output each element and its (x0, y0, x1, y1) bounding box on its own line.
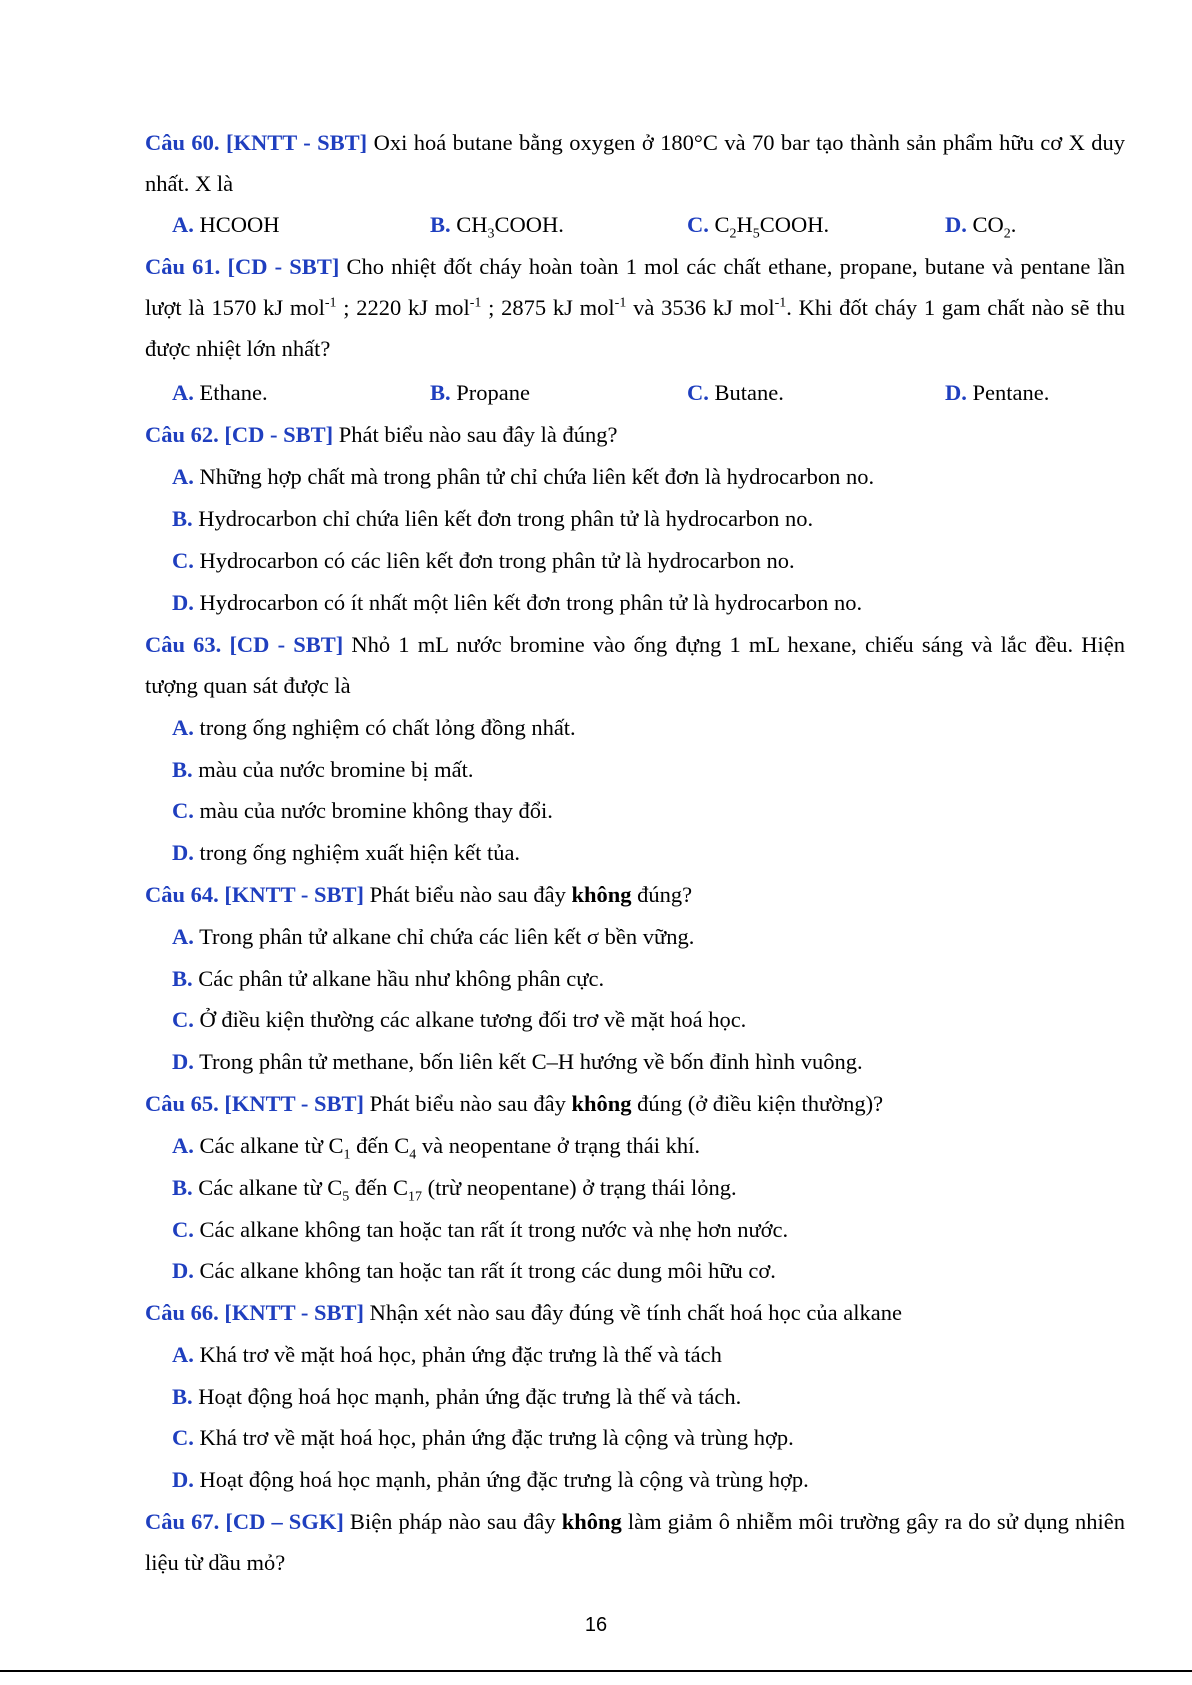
option-label: B. (172, 757, 193, 782)
option-label: D. (172, 590, 194, 615)
formula-subscript: 4 (409, 1147, 417, 1163)
option-text: Các alkane không tan hoặc tan rất ít trong các dung môi hữu cơ. (199, 1258, 776, 1283)
option-b (172, 1167, 1122, 1208)
option-text: màu của nước bromine bị mất. (198, 757, 474, 782)
question-64 (145, 874, 1125, 915)
option-text: Trong phân tử alkane chỉ chứa các liên kết σ bền vững. (199, 924, 695, 949)
option-label: A. (172, 464, 194, 489)
option-d (172, 1250, 1122, 1291)
option-a (172, 707, 1122, 748)
option-label: A. (172, 1133, 194, 1158)
option-text: Ethane. (199, 380, 268, 405)
formula-subscript: 2 (729, 226, 737, 242)
superscript: -1 (774, 295, 787, 311)
option-c (172, 790, 1122, 831)
question-65 (145, 1083, 1125, 1124)
option-label: D. (945, 380, 967, 405)
option-label: B. (172, 966, 193, 991)
formula-subscript: 1 (343, 1147, 351, 1163)
option-text: trong ống nghiệm có chất lỏng đồng nhất. (199, 715, 576, 740)
option-label: B. (430, 380, 451, 405)
option-text: Ở điều kiện thường các alkane tương đối trơ về mặt hoá học. (199, 1007, 747, 1032)
option-d (172, 1459, 1122, 1500)
emphasis: không (561, 1509, 622, 1534)
option-label: C. (172, 1217, 194, 1242)
option-text: HCOOH (199, 212, 280, 237)
question-text: Phát biểu nào sau đây (364, 1091, 572, 1116)
option-text: trong ống nghiệm xuất hiện kết tủa. (199, 840, 521, 865)
option-label: C. (172, 1425, 194, 1450)
question-text: làm giảm ô nhiễm môi trường gây ra do sử dụng nhiên liệu từ dầu mỏ? (145, 1509, 1125, 1575)
option-b (430, 372, 530, 413)
question-66 (145, 1292, 1125, 1333)
option-label: D. (172, 1258, 194, 1283)
question-label: Câu 66. [KNTT - SBT] (145, 1300, 365, 1325)
option-d (945, 372, 1049, 413)
option-label: D. (172, 840, 194, 865)
option-text: Hoạt động hoá học mạnh, phản ứng đặc trưng là thế và tách. (198, 1384, 742, 1409)
option-c (687, 372, 784, 413)
formula-part: C (714, 212, 730, 237)
option-label: C. (172, 798, 194, 823)
page-number: 16 (584, 1614, 608, 1636)
option-c (172, 1417, 1122, 1458)
option-b (172, 498, 1122, 539)
formula-subscript: 5 (342, 1189, 350, 1205)
option-label: C. (687, 212, 709, 237)
option-text: Khá trơ về mặt hoá học, phản ứng đặc trưng là cộng và trùng hợp. (199, 1425, 794, 1450)
question-text: Nhận xét nào sau đây đúng về tính chất hoá học của alkane (364, 1300, 902, 1325)
option-a (172, 1334, 1122, 1375)
formula-part: COOH. (494, 212, 564, 237)
formula-part: CO (972, 212, 1004, 237)
question-text: Biện pháp nào sau đây (343, 1509, 562, 1534)
option-label: D. (172, 1049, 194, 1074)
question-label: Câu 63. [CD - SBT] (145, 632, 344, 657)
question-label: Câu 65. [KNTT - SBT] (145, 1091, 365, 1116)
option-text: Hoạt động hoá học mạnh, phản ứng đặc trưng là cộng và trùng hợp. (199, 1467, 809, 1492)
question-text: Cho nhiệt đốt cháy hoàn toàn 1 mol các chất ethane, propane, butane và pentane lần lượt là 1570 kJ mol (145, 254, 1125, 320)
option-label: D. (945, 212, 967, 237)
option-label: A. (172, 715, 194, 740)
question-text: và 3536 kJ mol (626, 295, 775, 320)
question-63 (145, 624, 1125, 706)
option-text: Hydrocarbon có ít nhất một liên kết đơn trong phân tử là hydrocarbon no. (199, 590, 863, 615)
question-60 (145, 122, 1125, 204)
question-text: Nhỏ 1 mL nước bromine vào ống đựng 1 mL hexane, chiếu sáng và lắc đều. Hiện tượng quan sát được là (145, 632, 1125, 698)
option-text: Trong phân tử methane, bốn liên kết C–H hướng về bốn đỉnh hình vuông. (199, 1049, 863, 1074)
option-text: Các alkane từ C (198, 1175, 343, 1200)
option-label: C. (172, 548, 194, 573)
option-d (172, 1041, 1122, 1082)
question-label: Câu 60. [KNTT - SBT] (145, 130, 368, 155)
question-text: Phát biểu nào sau đây (364, 882, 572, 907)
option-d (172, 832, 1122, 873)
option-text: Pentane. (972, 380, 1050, 405)
option-label: C. (687, 380, 709, 405)
question-67 (145, 1501, 1125, 1583)
option-text: đến C (350, 1133, 410, 1158)
formula-subscript: 3 (487, 226, 495, 242)
option-b (172, 1376, 1122, 1417)
option-a (172, 456, 1122, 497)
option-a (172, 204, 280, 245)
option-text: đến C (349, 1175, 409, 1200)
superscript: -1 (469, 295, 482, 311)
option-a (172, 916, 1122, 957)
option-b (430, 204, 564, 245)
question-label: Câu 67. [CD – SGK] (145, 1509, 344, 1534)
option-label: A. (172, 212, 194, 237)
formula-subscript: 2 (1003, 226, 1011, 242)
option-text: Propane (456, 380, 530, 405)
option-c (687, 204, 829, 245)
option-text: màu của nước bromine không thay đổi. (199, 798, 553, 823)
option-a (172, 1125, 1122, 1166)
option-label: A. (172, 1342, 194, 1367)
option-d (945, 204, 1016, 245)
option-label: B. (430, 212, 451, 237)
question-text: Oxi hoá butane bằng oxygen ở 180°C và 70 bar tạo thành sản phẩm hữu cơ X duy nhất. X là (145, 130, 1125, 196)
option-d (172, 582, 1122, 623)
option-text: Butane. (714, 380, 784, 405)
formula-part: H (736, 212, 753, 237)
option-label: B. (172, 1175, 193, 1200)
option-text: Các alkane không tan hoặc tan rất ít trong nước và nhẹ hơn nước. (199, 1217, 789, 1242)
option-a (172, 372, 268, 413)
option-label: A. (172, 380, 194, 405)
question-label: Câu 61. [CD - SBT] (145, 254, 340, 279)
option-text: Các phân tử alkane hầu như không phân cực. (198, 966, 605, 991)
option-text: và neopentane ở trạng thái khí. (416, 1133, 700, 1158)
formula-subscript: 5 (752, 226, 760, 242)
option-label: B. (172, 506, 193, 531)
question-text: . Khi đốt cháy 1 gam chất nào sẽ thu được nhiệt lớn nhất? (145, 295, 1126, 361)
option-label: B. (172, 1384, 193, 1409)
option-text: Khá trơ về mặt hoá học, phản ứng đặc trưng là thế và tách (199, 1342, 722, 1367)
option-text: Những hợp chất mà trong phân tử chỉ chứa liên kết đơn là hydrocarbon no. (199, 464, 875, 489)
question-text: Phát biểu nào sau đây là đúng? (333, 422, 618, 447)
option-text: Các alkane từ C (199, 1133, 344, 1158)
question-61 (145, 246, 1125, 369)
question-label: Câu 64. [KNTT - SBT] (145, 882, 365, 907)
option-label: D. (172, 1467, 194, 1492)
option-label: A. (172, 924, 194, 949)
option-label: C. (172, 1007, 194, 1032)
superscript: -1 (614, 295, 627, 311)
emphasis: không (571, 1091, 632, 1116)
option-c (172, 540, 1122, 581)
question-text: ; 2875 kJ mol (481, 295, 615, 320)
option-c (172, 999, 1122, 1040)
formula-part: . (1010, 212, 1017, 237)
bottom-rule (0, 1670, 1192, 1672)
question-text: ; 2220 kJ mol (336, 295, 470, 320)
option-b (172, 749, 1122, 790)
formula-part: COOH. (759, 212, 830, 237)
option-b (172, 958, 1122, 999)
question-text: đúng (ở điều kiện thường)? (631, 1091, 884, 1116)
question-label: Câu 62. [CD - SBT] (145, 422, 334, 447)
question-text: đúng? (631, 882, 693, 907)
option-text: (trừ neopentane) ở trạng thái lỏng. (422, 1175, 737, 1200)
question-62 (145, 414, 1125, 455)
option-c (172, 1209, 1122, 1250)
superscript: -1 (324, 295, 337, 311)
formula-subscript: 17 (408, 1189, 423, 1205)
formula-part: CH (456, 212, 488, 237)
emphasis: không (571, 882, 632, 907)
option-text: Hydrocarbon chỉ chứa liên kết đơn trong phân tử là hydrocarbon no. (198, 506, 814, 531)
option-text: Hydrocarbon có các liên kết đơn trong phân tử là hydrocarbon no. (199, 548, 795, 573)
